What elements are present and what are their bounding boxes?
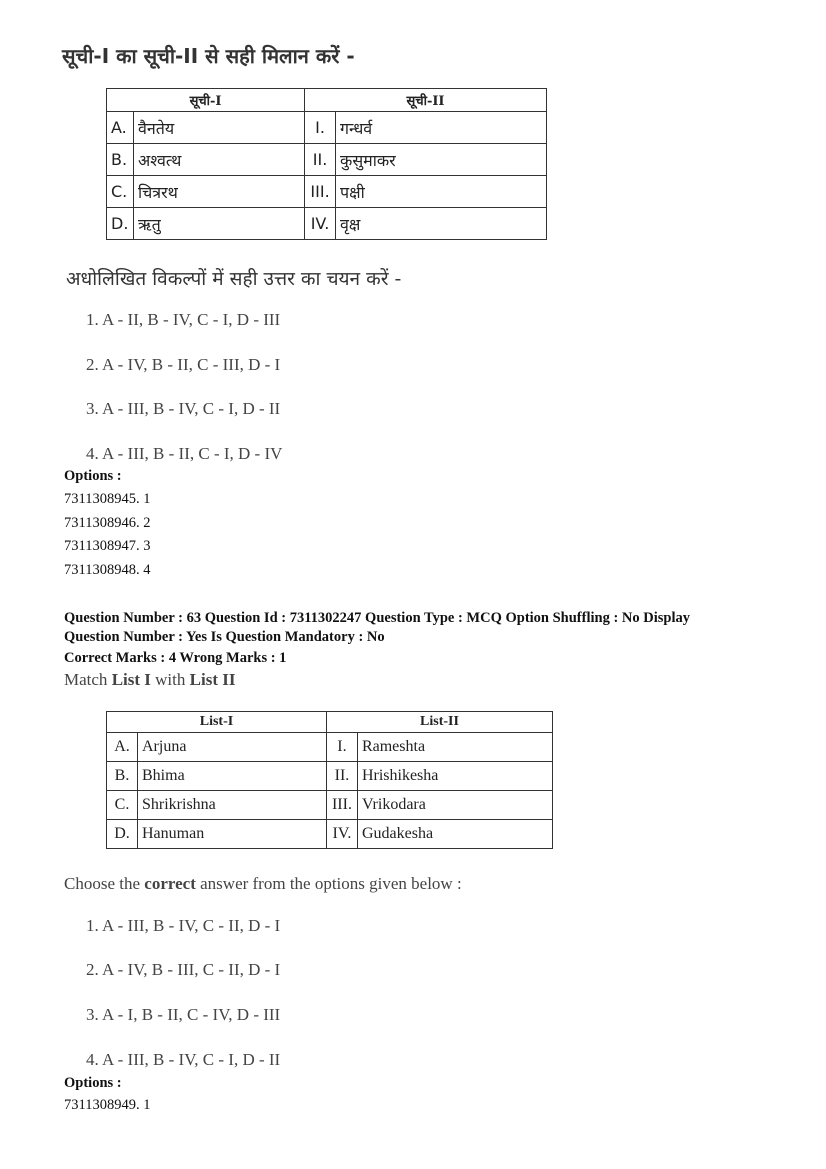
list-1-item: Shrikrishna <box>138 791 327 820</box>
row-letter: C. <box>107 176 134 208</box>
list-1-item: वैनतेय <box>134 112 305 144</box>
row-letter: D. <box>107 820 138 849</box>
question-meta: Question Number : 63 Question Id : 7311302247 Question Type : MCQ Option Shuffling : No Display <box>64 610 690 626</box>
question-title <box>64 670 235 690</box>
choose-text: answer from the options given below : <box>195 874 462 893</box>
options-label: Options : <box>64 1075 122 1091</box>
answer-choice: 1. A - II, B - IV, C - I, D - III <box>86 310 281 329</box>
question-title-hindi: सूची-I का सूची-II से सही मिलान करें - <box>62 44 355 68</box>
table-row <box>107 112 547 144</box>
table-row <box>107 208 547 240</box>
row-letter: B. <box>107 144 134 176</box>
instruction-hindi: अधोलिखित विकल्पों में सही उत्तर का चयन करें - <box>66 268 402 290</box>
list-1-item: चित्ररथ <box>134 176 305 208</box>
list-2-item: वृक्ष <box>336 208 547 240</box>
list-2-item: Hrishikesha <box>357 762 552 791</box>
row-numeral: III. <box>305 176 336 208</box>
option-id: 7311308947. 3 <box>64 538 151 554</box>
answer-choice: 4. A - III, B - IV, C - I, D - II <box>86 1050 281 1069</box>
list-2-item: पक्षी <box>336 176 547 208</box>
answer-choice: 3. A - III, B - IV, C - I, D - II <box>86 399 281 418</box>
match-table <box>106 711 553 849</box>
list-1-item: Hanuman <box>138 820 327 849</box>
list-1-header: सूची-I <box>107 89 305 112</box>
table-row <box>107 820 553 849</box>
options-label: Options : <box>64 468 122 484</box>
row-letter: A. <box>107 112 134 144</box>
row-numeral: IV. <box>305 208 336 240</box>
option-id: 7311308945. 1 <box>64 491 151 507</box>
choose-text: Choose the <box>64 874 145 893</box>
table-row <box>107 144 547 176</box>
question-meta: Question Number : Yes Is Question Mandatory : No <box>64 629 385 645</box>
choose-bold: correct <box>144 874 196 893</box>
match-table-hindi <box>106 88 547 240</box>
table-row <box>107 176 547 208</box>
row-numeral: I. <box>305 112 336 144</box>
match-list1: List I <box>111 670 151 689</box>
row-numeral: III. <box>326 791 357 820</box>
list-1-item: अश्वत्थ <box>134 144 305 176</box>
row-numeral: II. <box>305 144 336 176</box>
list-1-header: List-I <box>107 712 327 733</box>
list-1-item: ऋतु <box>134 208 305 240</box>
answer-choice: 3. A - I, B - II, C - IV, D - III <box>86 1005 281 1024</box>
answer-choice: 4. A - III, B - II, C - I, D - IV <box>86 444 283 463</box>
list-2-header: सूची-II <box>305 89 547 112</box>
list-2-item: Rameshta <box>357 733 552 762</box>
row-numeral: IV. <box>326 820 357 849</box>
list-1-item: Bhima <box>138 762 327 791</box>
table-row <box>107 791 553 820</box>
list-2-item: गन्धर्व <box>336 112 547 144</box>
list-1-item: Arjuna <box>138 733 327 762</box>
match-text: Match <box>64 670 112 689</box>
row-letter: D. <box>107 208 134 240</box>
row-letter: A. <box>107 733 138 762</box>
table-row <box>107 733 553 762</box>
option-id: 7311308949. 1 <box>64 1097 151 1113</box>
match-text: with <box>150 670 190 689</box>
option-id: 7311308946. 2 <box>64 515 151 531</box>
answer-choice: 1. A - III, B - IV, C - II, D - I <box>86 916 281 935</box>
option-id: 7311308948. 4 <box>64 562 151 578</box>
instruction <box>64 874 462 894</box>
row-numeral: II. <box>326 762 357 791</box>
list-2-header: List-II <box>326 712 552 733</box>
row-letter: B. <box>107 762 138 791</box>
list-2-item: कुसुमाकर <box>336 144 547 176</box>
table-row <box>107 762 553 791</box>
list-2-item: Gudakesha <box>357 820 552 849</box>
answer-choice: 2. A - IV, B - II, C - III, D - I <box>86 355 281 374</box>
row-numeral: I. <box>326 733 357 762</box>
marks-meta: Correct Marks : 4 Wrong Marks : 1 <box>64 650 287 666</box>
row-letter: C. <box>107 791 138 820</box>
match-list2: List II <box>189 670 236 689</box>
answer-choice: 2. A - IV, B - III, C - II, D - I <box>86 960 281 979</box>
list-2-item: Vrikodara <box>357 791 552 820</box>
